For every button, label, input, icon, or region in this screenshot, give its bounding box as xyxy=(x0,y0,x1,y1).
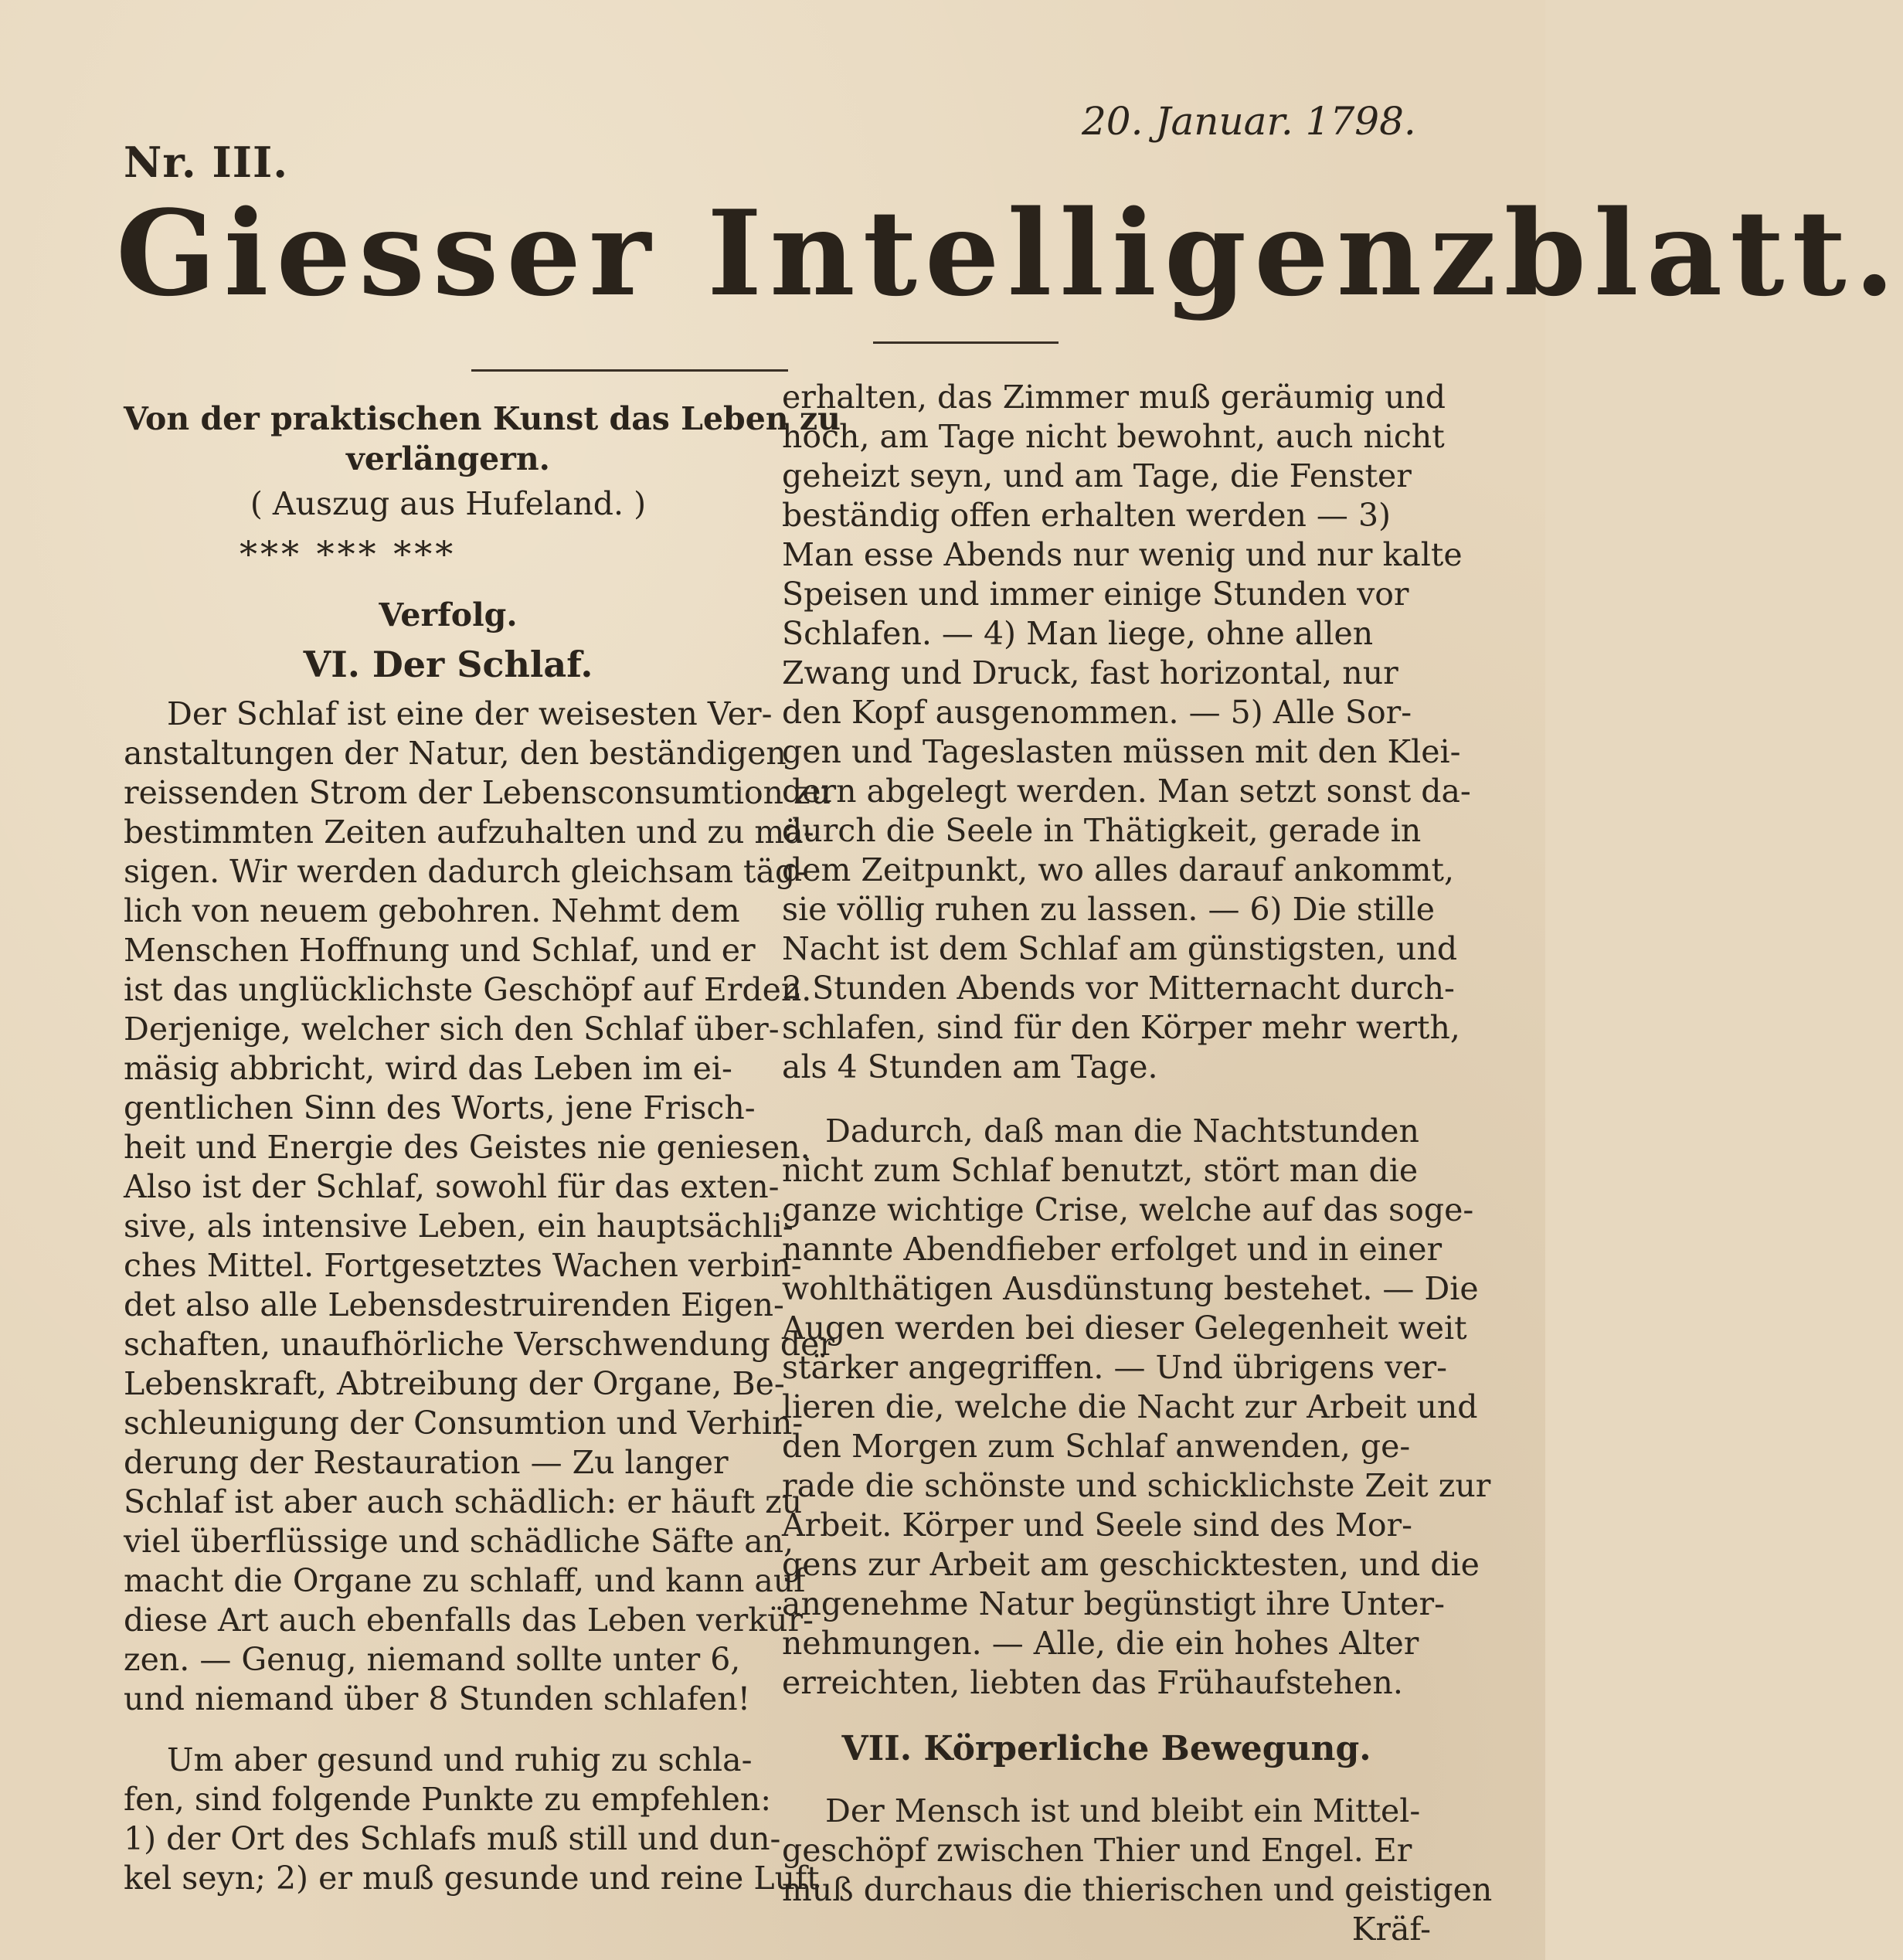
text-line: als 4 Stunden am Tage. xyxy=(782,1048,1158,1085)
text-line: stärker angegriffen. — Und übrigens ver- xyxy=(782,1349,1447,1386)
text-line: kel seyn; 2) er muß gesunde und reine Luft xyxy=(124,1860,820,1897)
text-line: reissenden Strom der Lebensconsumtion zu xyxy=(124,774,831,811)
text-line: Augen werden bei dieser Gelegenheit weit xyxy=(782,1309,1467,1347)
text-line: lich von neuem gebohren. Nehmt dem xyxy=(124,892,740,929)
text-line: ches Mittel. Fortgesetztes Wachen verbin- xyxy=(124,1247,802,1284)
text-line: sie völlig ruhen zu lassen. — 6) Die stille xyxy=(782,891,1435,928)
issue-number: Nr. III. xyxy=(124,138,289,187)
text-line: bestimmten Zeiten aufzuhalten und zu mä- xyxy=(124,814,814,851)
text-line: schaften, unaufhörliche Verschwendung der xyxy=(124,1326,834,1363)
text-line: Der Mensch ist und bleibt ein Mittel- xyxy=(825,1792,1421,1829)
issue-date: 20. Januar. 1798. xyxy=(1082,99,1416,144)
text-line: geheizt seyn, und am Tage, die Fenster xyxy=(782,457,1412,494)
continued-label: Verfolg. xyxy=(379,596,518,634)
text-line: gens zur Arbeit am geschicktesten, und die xyxy=(782,1546,1480,1583)
text-line: Schlaf ist aber auch schädlich: er häuft zu xyxy=(124,1483,803,1520)
text-line: diese Art auch ebenfalls das Leben verkür- xyxy=(124,1602,814,1639)
masthead-rule-upper xyxy=(873,341,1059,344)
text-line: gentlichen Sinn des Worts, jene Frisch- xyxy=(124,1089,756,1126)
article-subheading: ( Auszug aus Hufeland. ) xyxy=(250,485,647,522)
text-line: Dadurch, daß man die Nachtstunden xyxy=(825,1112,1419,1150)
text-line: und niemand über 8 Stunden schlafen! xyxy=(124,1680,751,1717)
text-line: Nacht ist dem Schlaf am günstigsten, und xyxy=(782,930,1458,967)
text-line: zen. — Genug, niemand sollte unter 6, xyxy=(124,1641,741,1678)
text-line: Derjenige, welcher sich den Schlaf über- xyxy=(124,1011,780,1048)
text-line: schleunigung der Consumtion und Verhin- xyxy=(124,1405,804,1442)
text-line: angenehme Natur begünstigt ihre Unter- xyxy=(782,1585,1445,1622)
text-line: Also ist der Schlaf, sowohl für das exten- xyxy=(124,1168,780,1205)
text-line: ganze wichtige Crise, welche auf das soge- xyxy=(782,1191,1474,1228)
text-line: den Kopf ausgenommen. — 5) Alle Sor- xyxy=(782,694,1412,731)
text-line: lieren die, welche die Nacht zur Arbeit und xyxy=(782,1388,1478,1425)
text-line: det also alle Lebensdestruirenden Eigen- xyxy=(124,1286,784,1323)
masthead-rule-lower xyxy=(471,369,788,372)
text-line: Schlafen. — 4) Man liege, ohne allen xyxy=(782,615,1374,652)
text-line: muß durchaus die thierischen und geistigen xyxy=(782,1871,1493,1908)
text-line: Der Schlaf ist eine der weisesten Ver- xyxy=(167,695,773,732)
text-line: schlafen, sind für den Körper mehr werth, xyxy=(782,1009,1460,1046)
text-line: Lebenskraft, Abtreibung der Organe, Be- xyxy=(124,1365,785,1402)
text-line: erreichten, liebten das Frühaufstehen. xyxy=(782,1664,1403,1701)
text-line: Zwang und Druck, fast horizontal, nur xyxy=(782,654,1398,691)
text-line: heit und Energie des Geistes nie geniesen. xyxy=(124,1129,810,1166)
text-line: dem Zeitpunkt, wo alles darauf ankommt, xyxy=(782,851,1455,888)
text-line: 1) der Ort des Schlafs muß still und dun- xyxy=(124,1820,781,1857)
text-line: Arbeit. Körper und Seele sind des Mor- xyxy=(782,1507,1412,1544)
section-title-vii: VII. Körperliche Bewegung. xyxy=(841,1729,1371,1768)
text-line: Menschen Hoffnung und Schlaf, und er xyxy=(124,932,756,969)
article-heading-line-1: Von der praktischen Kunst das Leben zu xyxy=(124,400,841,437)
text-line: viel überflüssige und schädliche Säfte an, xyxy=(124,1523,794,1560)
text-line: nicht zum Schlaf benutzt, stört man die xyxy=(782,1152,1419,1189)
text-line: fen, sind folgende Punkte zu empfehlen: xyxy=(124,1781,772,1818)
text-line: nehmungen. — Alle, die ein hohes Alter xyxy=(782,1625,1419,1662)
ornament-stars: *** *** *** xyxy=(240,533,457,575)
article-heading-line-2: verlängern. xyxy=(346,440,550,477)
text-line: hoch, am Tage nicht bewohnt, auch nicht xyxy=(782,418,1445,455)
text-line: wohlthätigen Ausdünstung bestehet. — Die xyxy=(782,1270,1479,1307)
text-line: geschöpf zwischen Thier und Engel. Er xyxy=(782,1832,1412,1869)
text-line: sive, als intensive Leben, ein hauptsächli- xyxy=(124,1208,793,1245)
text-line: nannte Abendfieber erfolget und in einer xyxy=(782,1231,1443,1268)
text-line: 2 Stunden Abends vor Mitternacht durch- xyxy=(782,970,1455,1007)
text-line: anstaltungen der Natur, den beständigen xyxy=(124,735,787,772)
text-line: gen und Tageslasten müssen mit den Klei- xyxy=(782,733,1461,770)
text-line: Kräf- xyxy=(1351,1911,1431,1948)
text-line: sigen. Wir werden dadurch gleichsam täg- xyxy=(124,853,807,890)
section-title-vi: VI. Der Schlaf. xyxy=(303,644,593,685)
text-line: durch die Seele in Thätigkeit, gerade in xyxy=(782,812,1422,849)
text-line: den Morgen zum Schlaf anwenden, ge- xyxy=(782,1428,1411,1465)
text-line: erhalten, das Zimmer muß geräumig und xyxy=(782,379,1446,416)
text-line: mäsig abbricht, wird das Leben im ei- xyxy=(124,1050,732,1087)
text-line: rade die schönste und schicklichste Zeit zur xyxy=(782,1467,1491,1504)
text-line: beständig offen erhalten werden — 3) xyxy=(782,497,1392,534)
text-line: Speisen und immer einige Stunden vor xyxy=(782,576,1409,613)
text-line: dern abgelegt werden. Man setzt sonst da- xyxy=(782,773,1471,810)
masthead-title: Giesser Intelligenzblatt. xyxy=(116,184,1903,322)
text-line: Man esse Abends nur wenig und nur kalte xyxy=(782,536,1463,573)
text-line: derung der Restauration — Zu langer xyxy=(124,1444,729,1481)
text-line: macht die Organe zu schlaff, und kann auf xyxy=(124,1562,806,1599)
text-line: ist das unglücklichste Geschöpf auf Erden. xyxy=(124,971,812,1008)
text-line: Um aber gesund und ruhig zu schla- xyxy=(167,1741,753,1778)
